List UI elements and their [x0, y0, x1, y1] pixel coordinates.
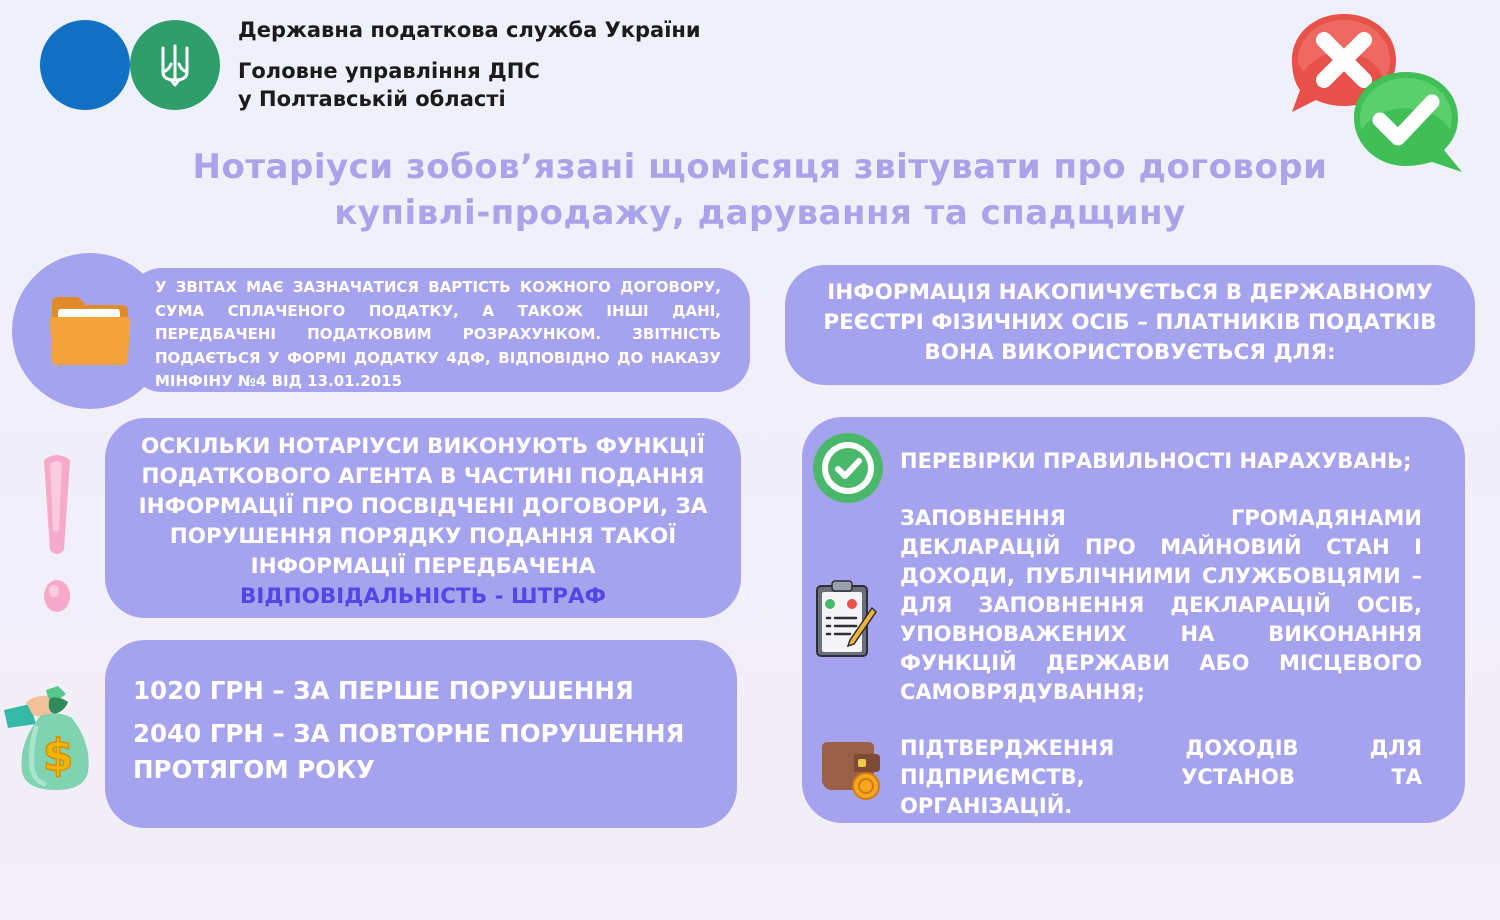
registry-line3: ВОНА ВИКОРИСТОВУЄТЬСЯ ДЛЯ: [924, 340, 1336, 365]
registry-line1: ІНФОРМАЦІЯ НАКОПИЧУЄТЬСЯ В ДЕРЖАВНОМУ [827, 280, 1433, 305]
org-department [238, 57, 540, 113]
registry-text [800, 278, 1460, 368]
logo-green-circle [130, 20, 220, 110]
agent-text [118, 432, 728, 612]
fine-first: 1020 ГРН – ЗА ПЕРШЕ ПОРУШЕННЯ [133, 676, 634, 705]
check-circle-icon [812, 432, 884, 504]
exclamation-icon [36, 450, 78, 616]
svg-text:$: $ [42, 730, 74, 781]
use-item-declarations: ЗАПОВНЕННЯ ГРОМАДЯНАМИ ДЕКЛАРАЦІЙ ПРО МАЙНОВИЙ СТАН І ДОХОДИ, ПУБЛІЧНИМИ СЛУЖБОВЦЯМИ – ДЛЯ ЗАПОВНЕННЯ ДЕКЛАРАЦІЙ ОСІБ, УПОВНОВАЖЕНИХ НА ВИКОНАННЯ ФУНКЦІЙ ДЕРЖАВИ АБО МІСЦЕВОГО САМОВРЯДУВАННЯ; [900, 506, 1422, 704]
org-department-line1: Головне управління ДПС [238, 59, 540, 83]
title-line1: Нотаріуси зобов’язані щомісяця звітувати про договори [192, 147, 1328, 187]
use-item-verification: ПЕРЕВІРКИ ПРАВИЛЬНОСТІ НАРАХУВАНЬ; [900, 449, 1412, 473]
logo-blue-circle [40, 20, 130, 110]
page-title [110, 144, 1410, 236]
clipboard-icon [814, 578, 878, 660]
org-name: Державна податкова служба України [238, 18, 701, 42]
agent-description: ОСКІЛЬКИ НОТАРІУСИ ВИКОНУЮТЬ ФУНКЦІЇ ПОДАТКОВОГО АГЕНТА В ЧАСТИНІ ПОДАННЯ ІНФОРМАЦІЇ ПРО ПОСВІДЧЕНІ ДОГОВОРИ, ЗА ПОРУШЕННЯ ПОРЯДКУ ПОДАННЯ ТАКОЇ ІНФОРМАЦІЇ ПЕРЕДБАЧЕНА [138, 434, 708, 579]
folder-icon [48, 293, 132, 367]
org-department-line2: у Полтавській області [238, 87, 506, 111]
agent-highlight: ВІДПОВІДАЛЬНІСТЬ - ШТРАФ [240, 584, 606, 609]
money-bag-icon [0, 684, 96, 794]
registry-line2: РЕЄСТРІ ФІЗИЧНИХ ОСІБ – ПЛАТНИКІВ ПОДАТКІВ [823, 310, 1437, 335]
trident-icon [158, 42, 192, 88]
reports-text: У ЗВІТАХ МАЄ ЗАЗНАЧАТИСЯ ВАРТІСТЬ КОЖНОГО ДОГОВОРУ, СУМА СПЛАЧЕНОГО ПОДАТКУ, А ТАКОЖ ІНШІ ДАНІ, ПЕРЕДБАЧЕНІ ПОДАТКОВИМ РОЗРАХУНКОМ. ЗВІТНІСТЬ ПОДАЄТЬСЯ У ФОРМІ ДОДАТКУ 4ДФ, ВІДПОВІДНО ДО НАКАЗУ МІНФІНУ №4 ВІД 13.01.2015 [155, 278, 721, 390]
wallet-icon [818, 738, 884, 800]
title-line2: купівлі-продажу, дарування та спадщину [334, 193, 1186, 233]
use-item-income-confirmation: ПІДТВЕРДЖЕННЯ ДОХОДІВ ДЛЯ ПІДПРИЄМСТВ, УСТАНОВ ТА ОРГАНІЗАЦІЙ. [900, 736, 1422, 818]
fine-repeat: 2040 ГРН – ЗА ПОВТОРНЕ ПОРУШЕННЯ ПРОТЯГОМ РОКУ [133, 719, 685, 784]
